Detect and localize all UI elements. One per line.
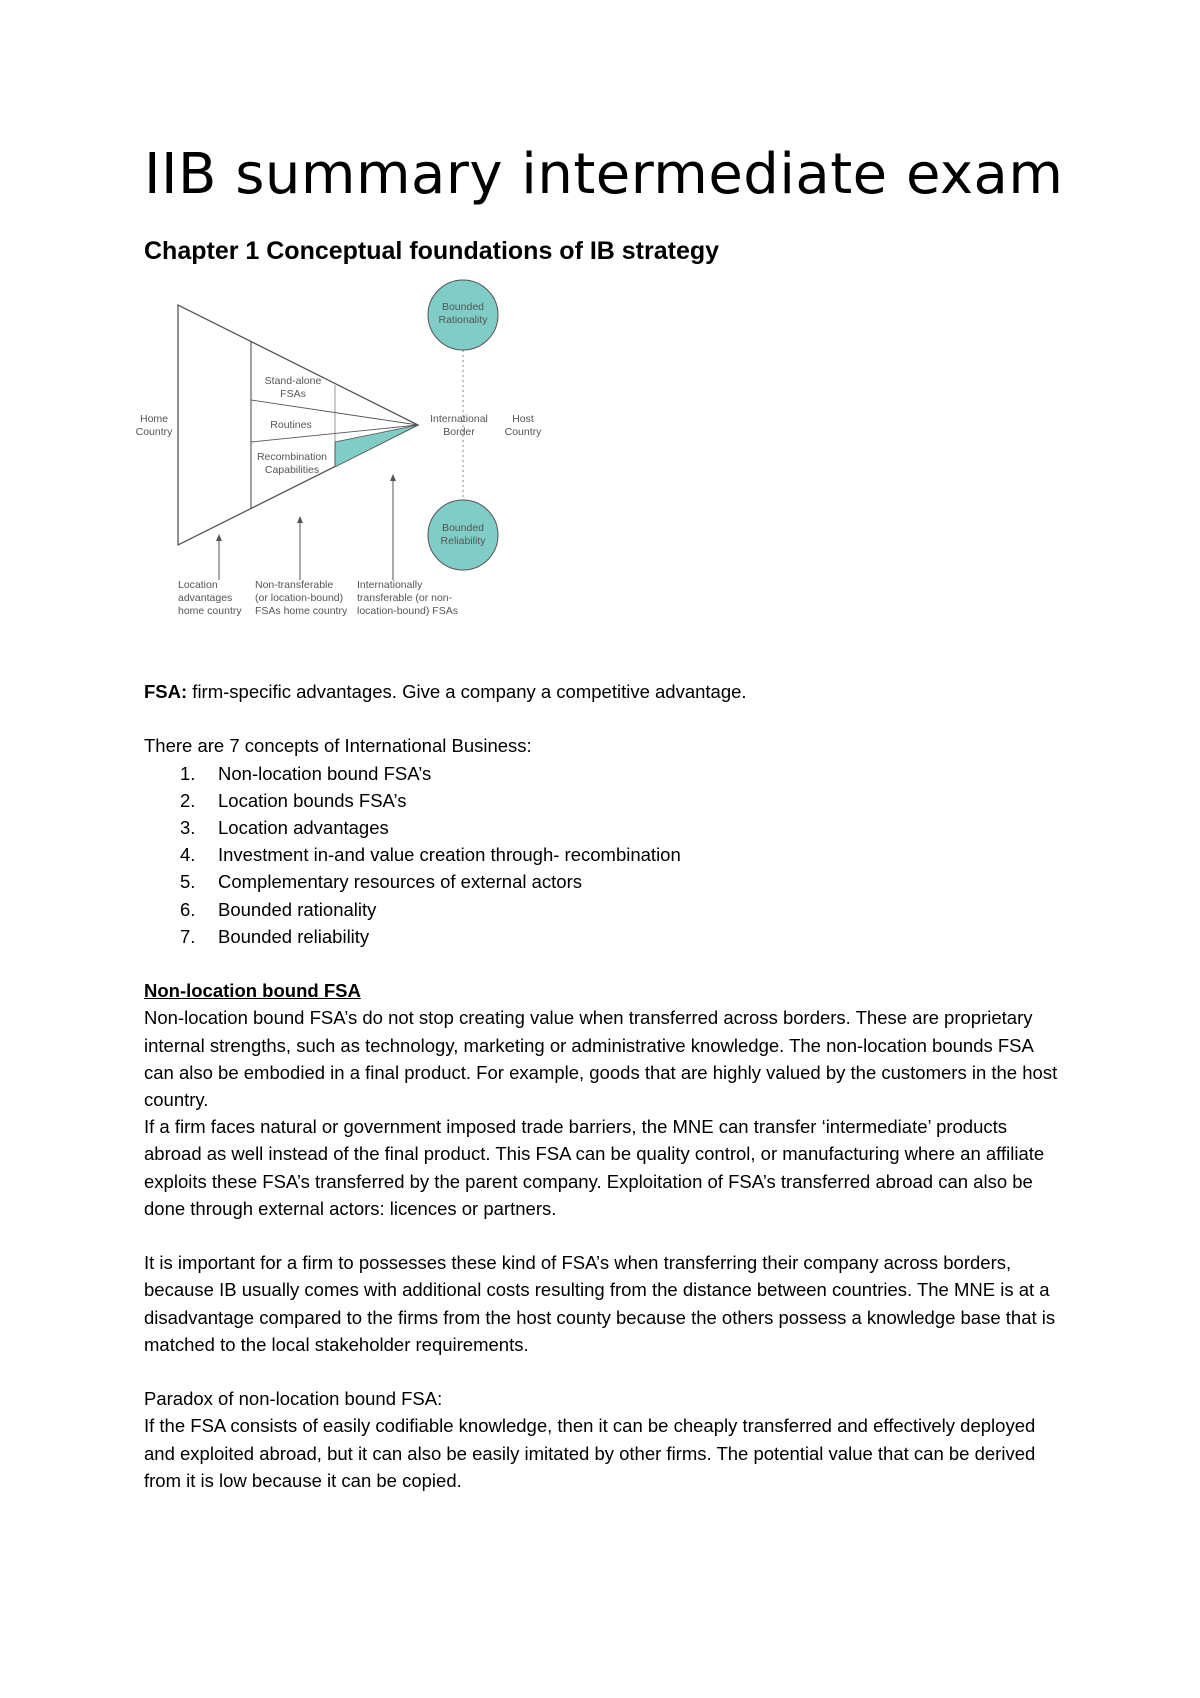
- recombination-wedge: [335, 425, 418, 467]
- list-item: [144, 896, 1064, 923]
- location-advantages-line2: advantages: [178, 592, 233, 604]
- non-transferable-line2: (or location-bound): [255, 592, 344, 604]
- host-country-line1: Host: [512, 413, 534, 425]
- list-text: Non-location bound FSA’s: [218, 762, 432, 784]
- transferable-line3: location-bound) FSAs: [357, 605, 458, 617]
- international-border-line2: Border: [443, 426, 475, 438]
- concepts-intro: There are 7 concepts of International Business:: [144, 735, 532, 757]
- paradox-heading: Paradox of non-location bound FSA:: [144, 1388, 443, 1410]
- home-country-line2: Country: [135, 426, 173, 438]
- fsa-definition: [144, 678, 1064, 705]
- list-item: [144, 868, 1064, 895]
- bounded-reliability-line1: Bounded: [441, 522, 485, 534]
- list-item: [144, 760, 1064, 787]
- list-text: Bounded reliability: [218, 925, 370, 947]
- non-transferable-line1: Non-transferable: [255, 579, 334, 591]
- nlb-paragraph-2: If a firm faces natural or government imposed trade barriers, the MNE can transfer ‘intermediate’ products abroad as well instead of the final product. This FSA can be quality control, or manufacturing where an affiliate exploits these FSA’s transferred by the parent company. Exploitation of FSA’s transferred abroad can also be done through external actors: licences or partners.: [144, 1116, 1045, 1219]
- nlb-paragraph-3: It is important for a firm to possesses these kind of FSA’s when transferring their company across borders, because IB usually comes with additional costs resulting from the distance between countries. The MNE is at a disadvantage compared to the firms from the host county because the others possess a knowledge base that is matched to the local stakeholder requirements.: [144, 1252, 1056, 1355]
- arrowhead-location-advantages: [216, 534, 222, 541]
- section-heading-nlb: Non-location bound FSA: [144, 980, 361, 1002]
- concepts-list: [144, 760, 1064, 950]
- fsa-definition-text: firm-specific advantages. Give a company a competitive advantage.: [187, 681, 747, 702]
- bounded-rationality-line2: Rationality: [438, 314, 488, 326]
- standalone-fsas-line2: FSAs: [280, 388, 306, 400]
- list-item: [144, 923, 1064, 950]
- transferable-line2: transferable (or non-: [357, 592, 453, 604]
- list-number: 4.: [180, 844, 196, 866]
- list-text: Bounded rationality: [218, 898, 377, 920]
- list-number: 6.: [180, 898, 196, 920]
- document-body: [144, 678, 1064, 1494]
- list-number: 1.: [180, 762, 196, 784]
- list-number: 3.: [180, 817, 196, 838]
- non-transferable-line3: FSAs home country: [255, 605, 348, 617]
- recombination-line2: Capabilities: [264, 464, 320, 476]
- fsa-diagram: [135, 300, 600, 670]
- arrowhead-transferable: [390, 474, 396, 481]
- nlb-paragraph-1: Non-location bound FSA’s do not stop creating value when transferred across borders. These are proprietary internal strengths, such as technology, marketing or administrative knowledge. The non-location bounds FSA can also be embodied in a final product. For example, goods that are highly valued by the customers in the host country.: [144, 1007, 1058, 1111]
- list-item: [144, 787, 1064, 814]
- transferable-line1: Internationally: [357, 579, 423, 591]
- arrowhead-non-transferable: [297, 516, 303, 523]
- list-text: Location bounds FSA’s: [218, 789, 407, 811]
- list-number: 7.: [180, 925, 196, 947]
- bounded-reliability-line2: Reliability: [440, 535, 486, 547]
- list-item: [144, 814, 1064, 841]
- list-text: Complementary resources of external actors: [218, 871, 582, 893]
- recombination-line1: Recombination: [256, 451, 328, 463]
- home-country-line1: Home: [139, 413, 169, 425]
- list-number: 2.: [180, 789, 196, 811]
- fsa-term: FSA:: [144, 681, 188, 702]
- location-advantages-line1: Location: [178, 579, 218, 591]
- bounded-rationality-line1: Bounded: [441, 301, 485, 313]
- document-title: IIB summary intermediate exam: [144, 142, 1064, 207]
- routines-label: Routines: [270, 419, 312, 431]
- list-item: [144, 841, 1064, 868]
- list-text: Investment in-and value creation through- recombination: [218, 844, 681, 866]
- fsa-diagram-svg: [135, 300, 600, 670]
- international-border-line1: International: [430, 413, 488, 425]
- chapter-heading: Chapter 1 Conceptual foundations of IB strategy: [144, 237, 720, 265]
- list-number: 5.: [180, 871, 196, 893]
- standalone-fsas-line1: Stand-alone: [264, 375, 322, 387]
- host-country-line2: Country: [504, 426, 542, 438]
- location-advantages-line3: home country: [178, 605, 242, 617]
- paradox-paragraph: If the FSA consists of easily codifiable knowledge, then it can be cheaply transferred and effectively deployed and exploited abroad, but it can also be easily imitated by other firms. The potential value that can be derived from it is low because it can be copied.: [144, 1415, 1036, 1491]
- list-text: Location advantages: [218, 817, 389, 838]
